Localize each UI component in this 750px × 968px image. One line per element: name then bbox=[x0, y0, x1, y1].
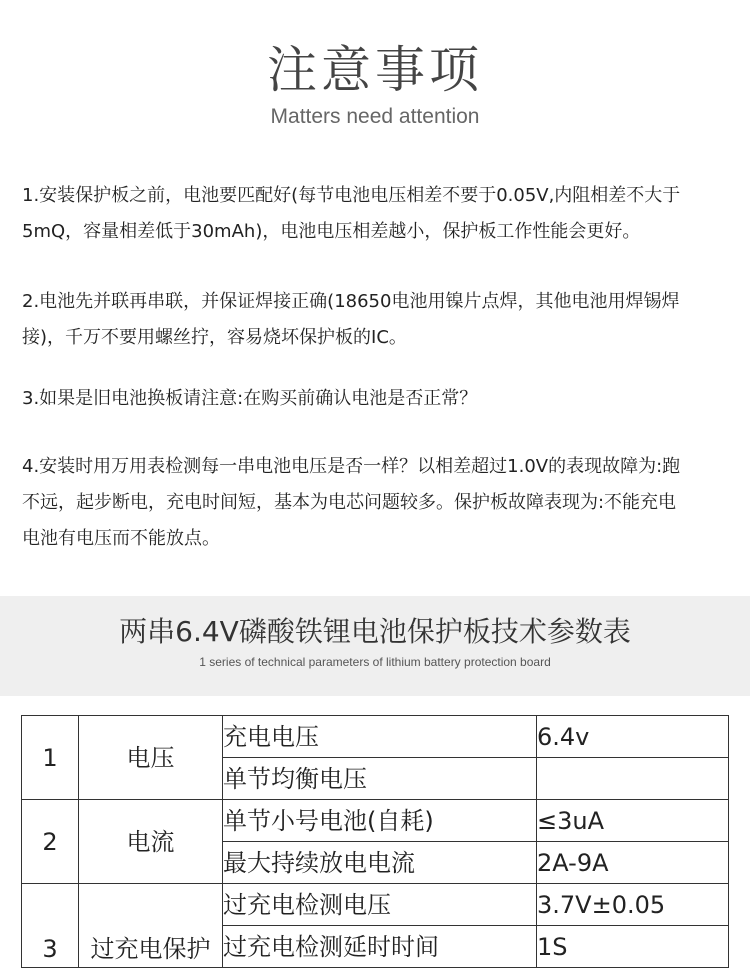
page-title: 注意事项 bbox=[267, 41, 483, 99]
note-line: 接)，千万不要用螺丝拧，容易烧坏保护板的IC。 bbox=[22, 327, 407, 348]
row-index: 2 bbox=[22, 800, 79, 884]
param-name: 过充电检测电压 bbox=[223, 884, 537, 926]
param-value: 1S bbox=[537, 926, 729, 968]
param-name: 最大持续放电电流 bbox=[223, 842, 537, 884]
row-index: 1 bbox=[22, 716, 79, 800]
row-category: 电流 bbox=[79, 800, 223, 884]
param-value: 3.7V±0.05 bbox=[537, 884, 729, 926]
param-name: 单节小号电池(自耗) bbox=[223, 800, 537, 842]
note-line: 2.电池先并联再串联，并保证焊接正确(18650电池用镍片点焊，其他电池用焊锡焊 bbox=[22, 291, 680, 312]
param-value bbox=[537, 758, 729, 800]
spec-table bbox=[21, 715, 729, 968]
table-row bbox=[22, 716, 729, 758]
note-4 bbox=[22, 449, 734, 557]
note-3 bbox=[22, 381, 734, 417]
note-line: 电池有电压而不能放点。 bbox=[22, 528, 220, 549]
param-name: 过充电检测延时时间 bbox=[223, 926, 537, 968]
note-line: 不远，起步断电，充电时间短，基本为电芯问题较多。保护板故障表现为:不能充电 bbox=[22, 492, 677, 513]
spec-section-header bbox=[0, 596, 750, 696]
param-value: 6.4v bbox=[537, 716, 729, 758]
note-line: 1.安装保护板之前，电池要匹配好(每节电池电压相差不要于0.05V,内阻相差不大于 bbox=[22, 185, 681, 206]
spec-section-subtitle: 1 series of technical parameters of lithium battery protection board bbox=[199, 655, 551, 669]
param-name: 充电电压 bbox=[223, 716, 537, 758]
param-value: ≤3uA bbox=[537, 800, 729, 842]
note-line: 4.安装时用万用表检测每一串电池电压是否一样？以相差超过1.0V的表现故障为:跑 bbox=[22, 456, 681, 477]
page-subtitle: Matters need attention bbox=[270, 105, 480, 128]
spec-section-title: 两串6.4V磷酸铁锂电池保护板技术参数表 bbox=[119, 615, 631, 648]
param-name: 单节均衡电压 bbox=[223, 758, 537, 800]
table-row bbox=[22, 884, 729, 926]
param-value: 2A-9A bbox=[537, 842, 729, 884]
note-line: 3.如果是旧电池换板请注意:在购买前确认电池是否正常？ bbox=[22, 388, 478, 409]
row-category: 电压 bbox=[79, 716, 223, 800]
row-index: 3 bbox=[22, 884, 79, 968]
note-line: 5mQ，容量相差低于30mAh)，电池电压相差越小，保护板工作性能会更好。 bbox=[22, 221, 641, 242]
row-category: 过充电保护 bbox=[79, 884, 223, 968]
note-2 bbox=[22, 284, 734, 356]
table-row bbox=[22, 800, 729, 842]
note-1 bbox=[22, 178, 734, 250]
